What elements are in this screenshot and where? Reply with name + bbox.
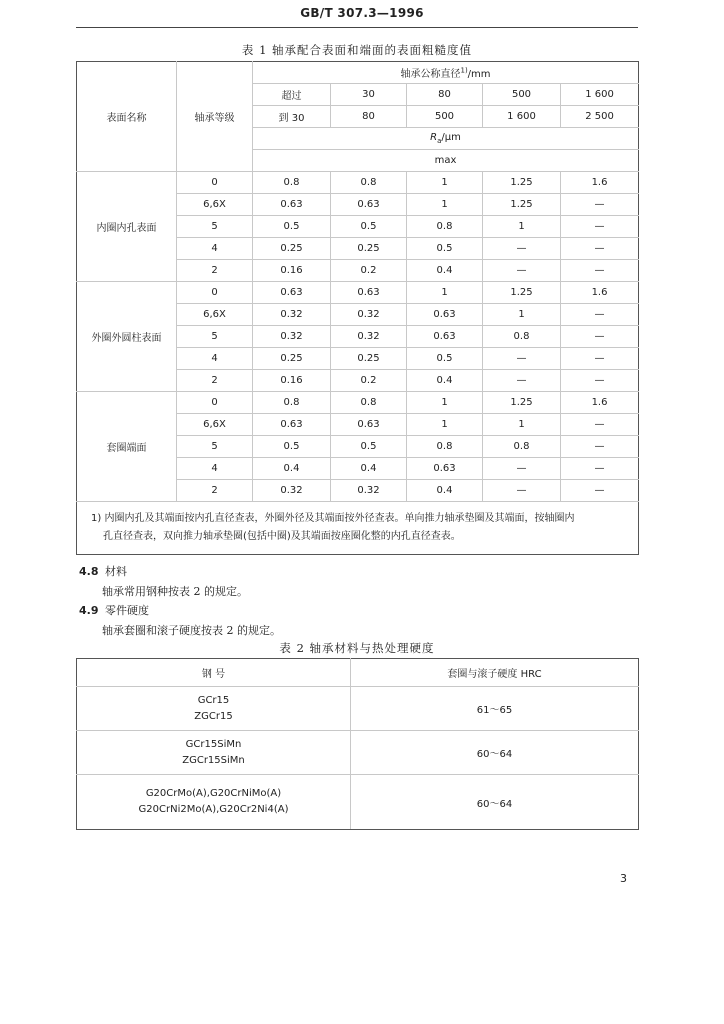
- table-row: [77, 392, 639, 414]
- surface-name-cell: 外圈外圆柱表面: [77, 282, 177, 392]
- roughness-value-cell: 0.5: [331, 216, 407, 238]
- header-to-value: 80: [331, 106, 407, 128]
- roughness-value-cell: 0.5: [407, 238, 483, 260]
- header-to-value: 2 500: [561, 106, 639, 128]
- roughness-value-cell: —: [483, 238, 561, 260]
- roughness-value-cell: 0.4: [331, 458, 407, 480]
- hardness-value: 60～64: [351, 775, 639, 830]
- header-steel-grade: 钢 号: [77, 659, 351, 687]
- roughness-value-cell: 0.63: [253, 194, 331, 216]
- roughness-value-cell: 0.5: [253, 436, 331, 458]
- table2-caption: 表 2 轴承材料与热处理硬度: [279, 641, 435, 655]
- roughness-value-cell: —: [561, 326, 639, 348]
- header-rule: [76, 27, 638, 28]
- section-title: 材料: [105, 565, 127, 578]
- roughness-value-cell: 1: [407, 282, 483, 304]
- roughness-value-cell: 0.4: [407, 480, 483, 502]
- bearing-grade-cell: 5: [177, 436, 253, 458]
- header-surface-name: 表面名称: [77, 62, 177, 172]
- roughness-value-cell: 0.8: [253, 392, 331, 414]
- header-to-value: 1 600: [483, 106, 561, 128]
- roughness-value-cell: 0.63: [407, 304, 483, 326]
- roughness-value-cell: —: [561, 370, 639, 392]
- table-note-row: [77, 502, 639, 555]
- header-bearing-grade: 轴承等级: [177, 62, 253, 172]
- section-number: 4.8: [79, 565, 99, 578]
- roughness-value-cell: 0.8: [407, 216, 483, 238]
- table1-caption: 表 1 轴承配合表面和端面的表面粗糙度值: [241, 43, 473, 57]
- roughness-value-cell: 0.25: [331, 238, 407, 260]
- roughness-value-cell: 0.63: [331, 414, 407, 436]
- roughness-value-cell: 1.6: [561, 282, 639, 304]
- roughness-value-cell: 0.16: [253, 370, 331, 392]
- roughness-value-cell: 0.32: [331, 480, 407, 502]
- steel-grade: G20CrMo(A),G20CrNiMo(A): [145, 788, 282, 799]
- header-over-value: 500: [483, 84, 561, 106]
- table-row: [77, 172, 639, 194]
- roughness-value-cell: 0.4: [407, 260, 483, 282]
- roughness-value-cell: 1: [407, 392, 483, 414]
- roughness-value-cell: 0.2: [331, 260, 407, 282]
- bearing-grade-cell: 6,6X: [177, 194, 253, 216]
- bearing-grade-cell: 6,6X: [177, 304, 253, 326]
- ra-unit: /μm: [441, 132, 461, 143]
- roughness-value-cell: —: [483, 370, 561, 392]
- roughness-value-cell: —: [561, 216, 639, 238]
- roughness-value-cell: 0.63: [331, 282, 407, 304]
- steel-grade-cell: [77, 731, 351, 775]
- roughness-value-cell: —: [561, 260, 639, 282]
- roughness-value-cell: 0.32: [331, 326, 407, 348]
- roughness-value-cell: 1: [407, 194, 483, 216]
- roughness-value-cell: —: [483, 348, 561, 370]
- bearing-grade-cell: 5: [177, 326, 253, 348]
- diameter-label: 轴承公称直径: [400, 69, 461, 80]
- section-4-8-text: 轴承常用钢种按表 2 的规定。: [102, 585, 248, 598]
- roughness-value-cell: 0.32: [253, 326, 331, 348]
- material-hardness-table: [76, 658, 639, 830]
- hardness-value: 61～65: [351, 687, 639, 731]
- roughness-value-cell: 1: [483, 304, 561, 326]
- roughness-value-cell: 0.8: [331, 172, 407, 194]
- table-row: [77, 282, 639, 304]
- roughness-value-cell: 1: [483, 216, 561, 238]
- roughness-value-cell: 0.25: [253, 238, 331, 260]
- roughness-value-cell: 0.63: [407, 458, 483, 480]
- roughness-value-cell: 1: [483, 414, 561, 436]
- surface-name-cell: 内圈内孔表面: [77, 172, 177, 282]
- bearing-grade-cell: 2: [177, 370, 253, 392]
- roughness-value-cell: —: [561, 304, 639, 326]
- steel-grade: ZGCr15SiMn: [182, 754, 245, 766]
- bearing-grade-cell: 0: [177, 172, 253, 194]
- header-to-value: 500: [407, 106, 483, 128]
- bearing-grade-cell: 5: [177, 216, 253, 238]
- roughness-value-cell: 0.8: [483, 326, 561, 348]
- roughness-value-cell: 0.63: [253, 282, 331, 304]
- steel-grade-cell: [77, 687, 351, 731]
- footnote-line: 孔直径查表，双向推力轴承垫圈(包括中圈)及其端面按座圈化整的内孔直径查表。: [103, 531, 461, 542]
- roughness-value-cell: 1.25: [483, 172, 561, 194]
- roughness-value-cell: 0.63: [253, 414, 331, 436]
- bearing-grade-cell: 2: [177, 260, 253, 282]
- bearing-grade-cell: 2: [177, 480, 253, 502]
- roughness-value-cell: 0.25: [253, 348, 331, 370]
- roughness-value-cell: 0.4: [407, 370, 483, 392]
- roughness-value-cell: 1: [407, 414, 483, 436]
- roughness-value-cell: 0.8: [483, 436, 561, 458]
- steel-grade: G20CrNi2Mo(A),G20Cr2Ni4(A): [138, 804, 289, 815]
- section-number: 4.9: [79, 604, 99, 617]
- roughness-value-cell: 1: [407, 172, 483, 194]
- roughness-table: [76, 61, 639, 555]
- roughness-value-cell: —: [483, 260, 561, 282]
- roughness-value-cell: 0.63: [407, 326, 483, 348]
- roughness-value-cell: 1.25: [483, 194, 561, 216]
- roughness-value-cell: 0.2: [331, 370, 407, 392]
- header-ra-unit: [253, 128, 639, 150]
- roughness-value-cell: 0.4: [253, 458, 331, 480]
- roughness-value-cell: 0.32: [253, 480, 331, 502]
- section-title: 零件硬度: [105, 604, 149, 617]
- header-nominal-diameter: [253, 62, 639, 84]
- header-over-label: 超过: [253, 84, 331, 106]
- steel-grade-cell: [77, 775, 351, 830]
- bearing-grade-cell: 4: [177, 458, 253, 480]
- roughness-value-cell: 1.25: [483, 392, 561, 414]
- roughness-value-cell: 0.8: [407, 436, 483, 458]
- roughness-value-cell: 0.25: [331, 348, 407, 370]
- document-header: GB/T 307.3—1996: [300, 6, 424, 20]
- hardness-value: 60～64: [351, 731, 639, 775]
- roughness-value-cell: —: [561, 414, 639, 436]
- steel-grade: ZGCr15: [194, 710, 233, 722]
- footnote-line: 1) 内圈内孔及其端面按内孔直径查表，外圈外径及其端面按外径查表。单向推力轴承垫圈及其端面，按轴圈内: [91, 513, 575, 524]
- header-over-value: 30: [331, 84, 407, 106]
- diameter-footnote-mark: 1): [460, 66, 468, 75]
- page-number: 3: [620, 872, 627, 885]
- header-max: max: [253, 150, 639, 172]
- roughness-value-cell: 0.8: [331, 392, 407, 414]
- steel-grade: GCr15: [197, 694, 230, 706]
- section-4-8-heading: [79, 563, 127, 579]
- header-over-value: 80: [407, 84, 483, 106]
- roughness-value-cell: —: [561, 238, 639, 260]
- roughness-value-cell: —: [561, 436, 639, 458]
- bearing-grade-cell: 4: [177, 238, 253, 260]
- header-hardness: 套圈与滚子硬度 HRC: [351, 659, 639, 687]
- table-footnote: [77, 502, 639, 555]
- roughness-value-cell: —: [561, 348, 639, 370]
- roughness-value-cell: 0.16: [253, 260, 331, 282]
- bearing-grade-cell: 6,6X: [177, 414, 253, 436]
- roughness-value-cell: —: [561, 458, 639, 480]
- bearing-grade-cell: 0: [177, 282, 253, 304]
- ra-symbol: R: [430, 132, 438, 143]
- roughness-value-cell: —: [561, 480, 639, 502]
- bearing-grade-cell: 0: [177, 392, 253, 414]
- roughness-value-cell: 0.5: [331, 436, 407, 458]
- bearing-grade-cell: 4: [177, 348, 253, 370]
- header-to-label: 到 30: [253, 106, 331, 128]
- roughness-value-cell: —: [483, 480, 561, 502]
- ra-subscript: a: [437, 137, 442, 145]
- roughness-value-cell: 1.6: [561, 392, 639, 414]
- roughness-value-cell: 0.5: [407, 348, 483, 370]
- roughness-value-cell: 1.25: [483, 282, 561, 304]
- header-over-value: 1 600: [561, 84, 639, 106]
- roughness-value-cell: 0.32: [331, 304, 407, 326]
- roughness-value-cell: 0.8: [253, 172, 331, 194]
- section-4-9-text: 轴承套圈和滚子硬度按表 2 的规定。: [102, 624, 281, 637]
- diameter-unit: /mm: [467, 69, 491, 80]
- section-4-9-heading: [79, 602, 149, 618]
- surface-name-cell: 套圈端面: [77, 392, 177, 502]
- roughness-value-cell: —: [561, 194, 639, 216]
- roughness-value-cell: —: [483, 458, 561, 480]
- steel-grade: GCr15SiMn: [185, 738, 242, 750]
- roughness-value-cell: 0.5: [253, 216, 331, 238]
- roughness-value-cell: 0.32: [253, 304, 331, 326]
- roughness-value-cell: 1.6: [561, 172, 639, 194]
- roughness-value-cell: 0.63: [331, 194, 407, 216]
